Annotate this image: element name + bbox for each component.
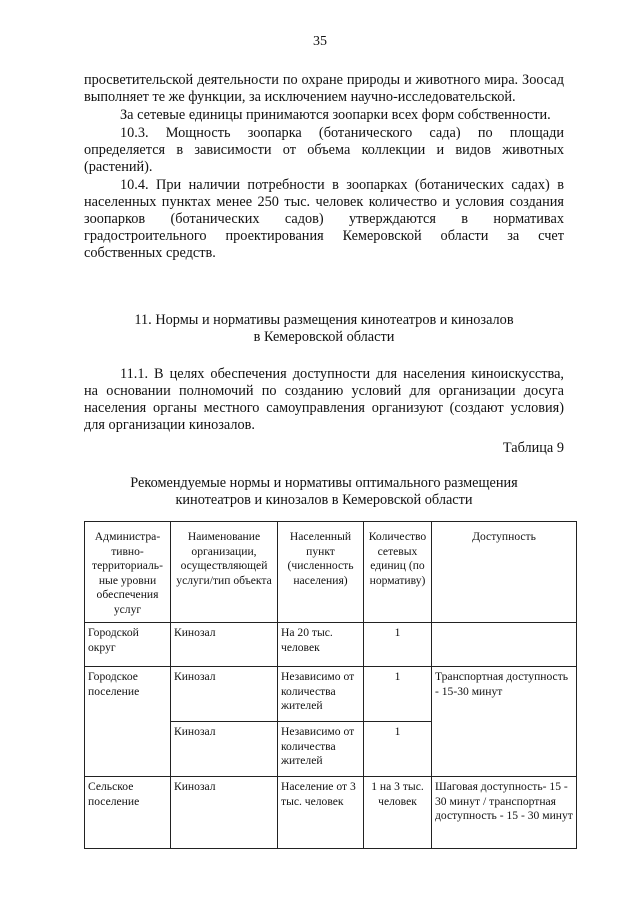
table-row: [85, 623, 577, 667]
cell-count: 1: [364, 623, 432, 667]
cell-org: Кинозал: [171, 623, 278, 667]
table-label: Таблица 9: [502, 440, 564, 456]
cell-org: Кинозал: [171, 722, 278, 777]
paragraph-11-1: 11.1. В целях обеспечения доступности для населения киноискусства, на основании полномочий по созданию условий для организации досуга населения органы местного самоуправления организуют (создают условия) для организации кинозалов.: [84, 366, 564, 433]
cell-count: 1 на 3 тыс. человек: [364, 777, 432, 849]
page-number: 35: [313, 34, 327, 49]
paragraph-10-4: 10.4. При наличии потребности в зоопарках (ботанических садах) в населенных пунктах менее 250 тыс. человек количество и условия создания зоопарков (ботанических садов) утверждаются в нормативах градостроительного проектирования Кемеровской области за счет собственных средств.: [84, 177, 564, 261]
cell-count: 1: [364, 667, 432, 722]
paragraph-10-3: 10.3. Мощность зоопарка (ботанического сада) по площади определяется в зависимости от объема коллекции и видов животных (растений).: [84, 125, 564, 175]
cell-level: Городской округ: [85, 623, 171, 667]
cell-level: Городское поселение: [85, 667, 171, 777]
cell-org: Кинозал: [171, 777, 278, 849]
header-network-count: Количество сетевых единиц (по нормативу): [364, 522, 432, 623]
header-settlement: Населенный пункт (численность населения): [278, 522, 364, 623]
header-admin-level: Администра-тивно-территориаль-ные уровни обеспечения услуг: [85, 522, 171, 623]
cell-settlement: Независимо от количества жителей: [278, 667, 364, 722]
cell-settlement: На 20 тыс. человек: [278, 623, 364, 667]
table-caption: [84, 440, 564, 509]
header-organization: Наименование организации, осуществляющей услуги/тип объекта: [171, 522, 278, 623]
table-title-line2: кинотеатров и кинозалов в Кемеровской области: [175, 492, 473, 508]
table-title-line1: Рекомендуемые нормы и нормативы оптимального размещения: [130, 475, 518, 491]
cell-access: Шаговая доступность- 15 - 30 минут / транспортная доступность - 15 - 30 минут: [432, 777, 577, 849]
table-row: [85, 777, 577, 849]
section-heading-line1: 11. Нормы и нормативы размещения кинотеатров и кинозалов: [134, 312, 514, 328]
table-header-row: [85, 522, 577, 623]
table-row: [85, 667, 577, 722]
cell-level: Сельское поселение: [85, 777, 171, 849]
cell-count: 1: [364, 722, 432, 777]
header-accessibility: Доступность: [432, 522, 577, 623]
cell-settlement: Независимо от количества жителей: [278, 722, 364, 777]
body-text-top: [84, 72, 564, 262]
paragraph-network-units: За сетевые единицы принимаются зоопарки всех форм собственности.: [120, 107, 551, 123]
norms-table: [84, 521, 577, 849]
section-11: [84, 312, 564, 434]
cell-org: Кинозал: [171, 667, 278, 722]
paragraph-zoo-continuation: просветительской деятельности по охране природы и животного мира. Зоосад выполняет те же функции, за исключением научно-исследовательской.: [84, 72, 564, 105]
cell-settlement: Население от 3 тыс. человек: [278, 777, 364, 849]
section-heading-line2: в Кемеровской области: [253, 329, 395, 345]
cell-access: Транспортная доступность - 15-30 минут: [432, 667, 577, 777]
cell-access: [432, 623, 577, 667]
